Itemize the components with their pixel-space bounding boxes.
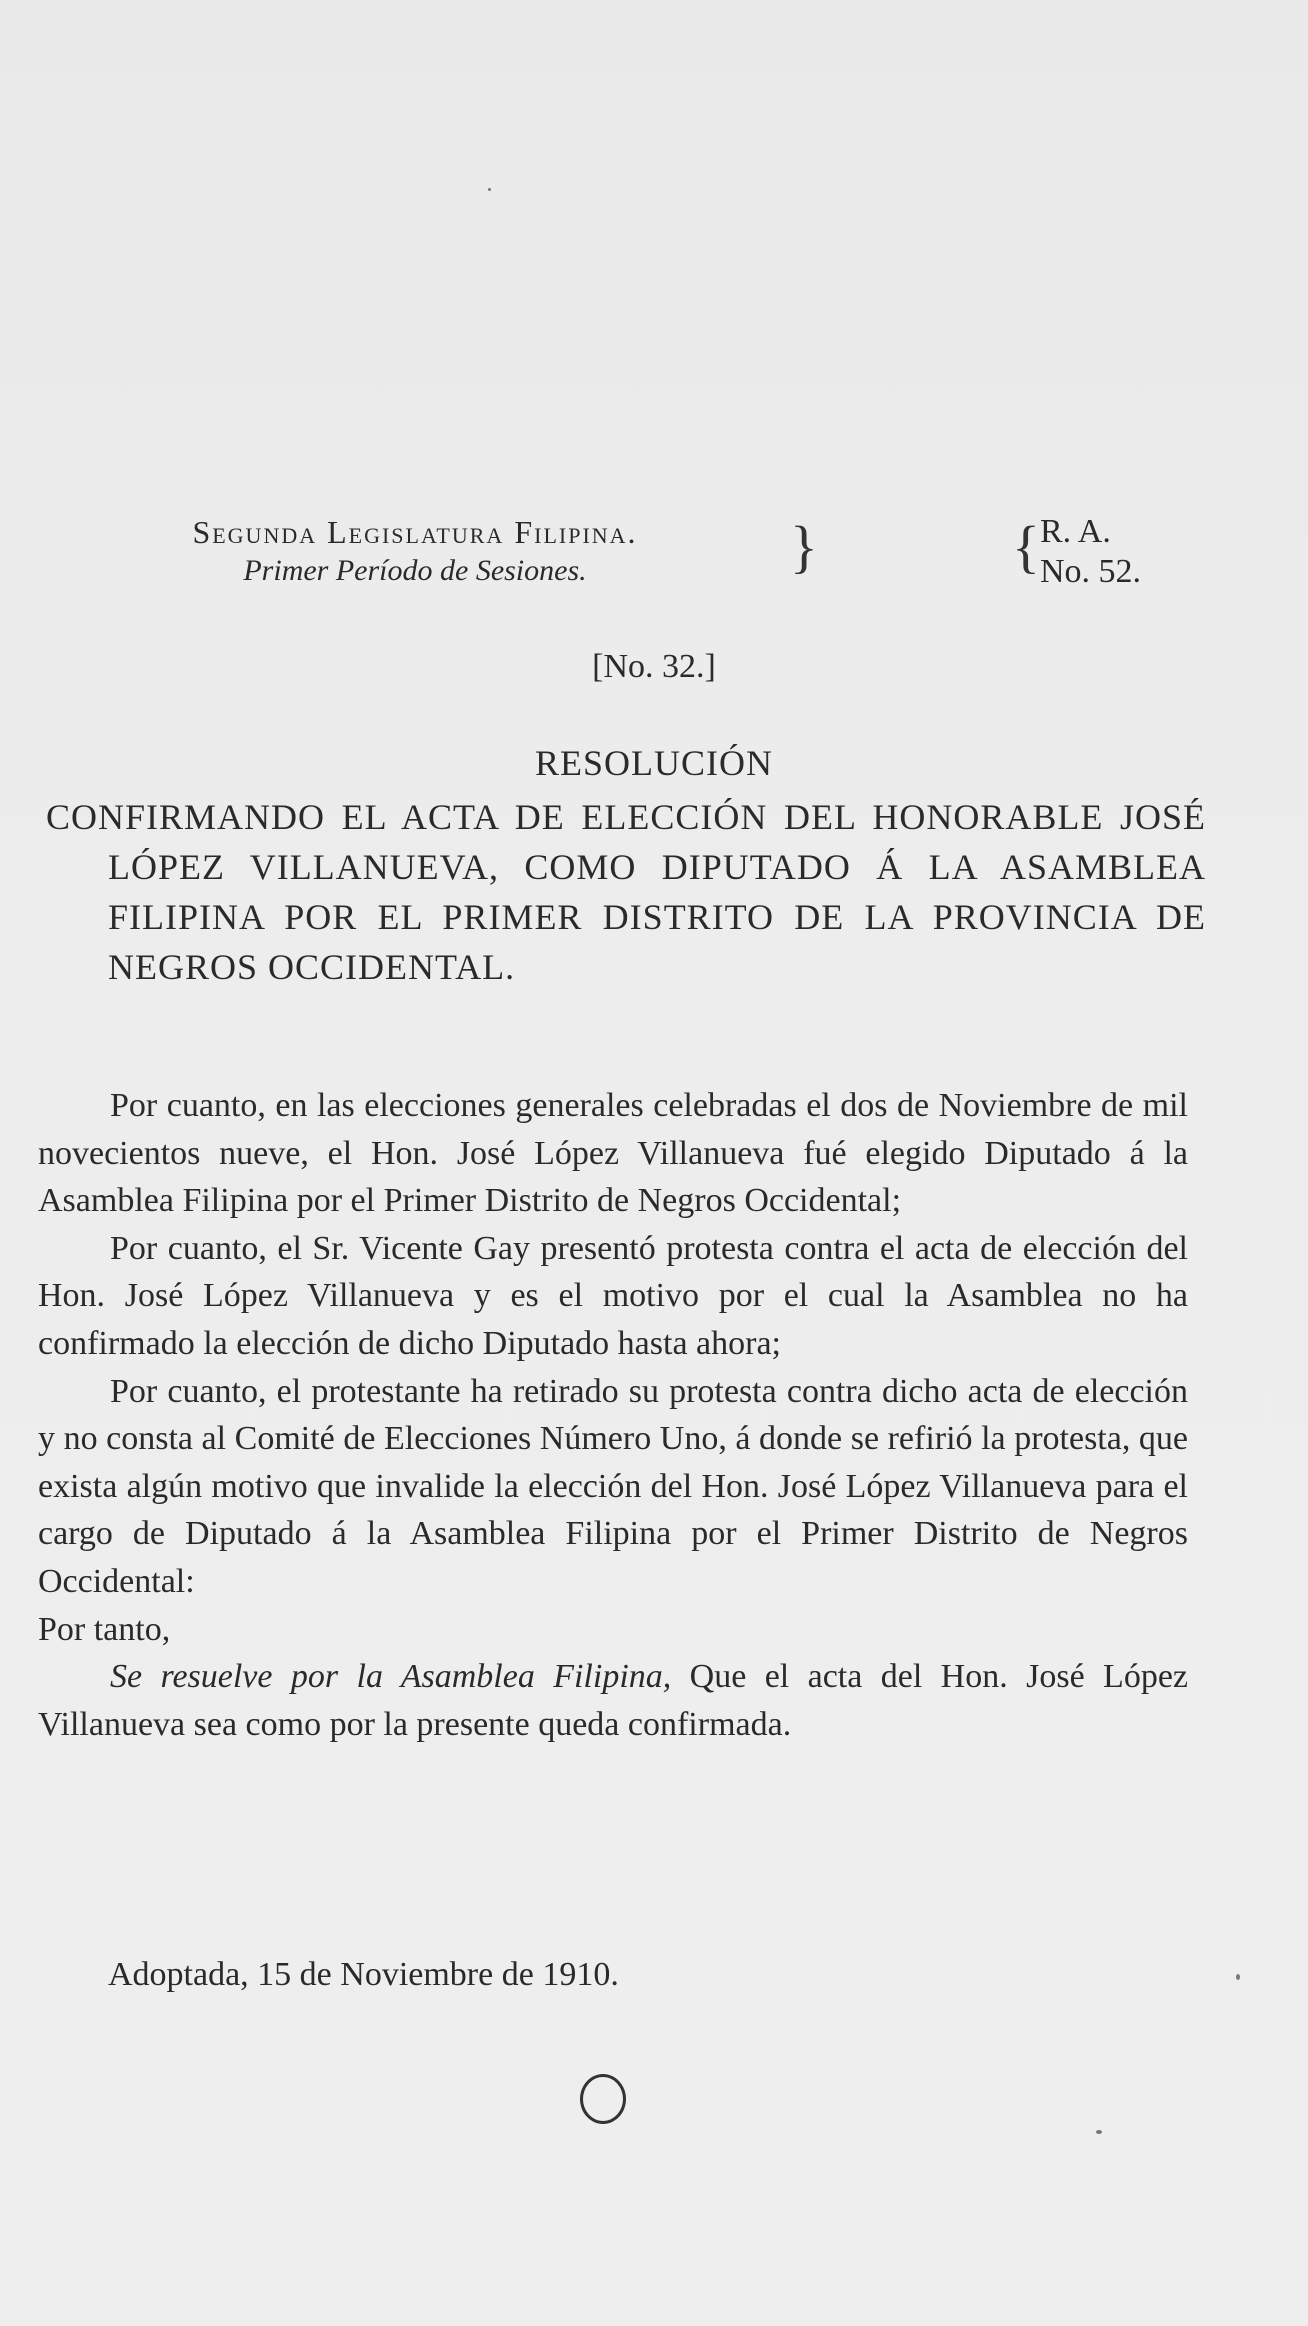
print-speck [1096, 2130, 1102, 2134]
paragraph-whereas-2: Por cuanto, el Sr. Vicente Gay presentó protesta contra el acta de elección del Hon. José López Villanueva y es el motivo por el cual la Asamblea no ha confirmado la elección de dicho Diputado hasta ahora; [38, 1229, 1188, 1362]
resolution-subtitle-text: CONFIRMANDO EL ACTA DE ELECCIÓN DEL HONORABLE JOSÉ LÓPEZ VILLANUEVA, COMO DIPUTADO Á LA ASAMBLEA FILIPINA POR EL PRIMER DISTRITO DE LA PROVINCIA DE NEGROS OCCIDENTAL. [46, 797, 1206, 987]
session-period: Primer Período de Sesiones. [243, 554, 587, 587]
header-reference [1040, 512, 1210, 592]
reference-number: No. 52. [1040, 553, 1142, 590]
circle-ornament-icon [580, 2074, 626, 2124]
adoption-date: Adoptada, 15 de Noviembre de 1910. [108, 1956, 619, 1993]
paragraph-whereas-3: Por cuanto, el protestante ha retirado su protesta contra dicho acta de elección y no consta al Comité de Elecciones Número Uno, á donde se refirió la protesta, que exista algún motivo que invalide la elección del Hon. José López Villanueva para el cargo de Diputado á la Asamblea Filipina por el Primer Distrito de Negros Occidental: [38, 1372, 1188, 1600]
header-left [50, 512, 780, 590]
resolution-title: RESOLUCIÓN [534, 743, 773, 783]
print-speck [1236, 1974, 1240, 1980]
paragraph-therefore: Por tanto, [38, 1610, 171, 1648]
paragraph-resolved [38, 1653, 1188, 1748]
print-speck [488, 188, 491, 191]
resolution-number: [No. 32.] [592, 648, 716, 685]
paragraph-whereas-1: Por cuanto, en las elecciones generales celebradas el dos de Noviembre de mil novecientos nueve, el Hon. José López Villanueva fué elegido Diputado á la Asamblea Filipina por el Primer Distrito de Negros Occidental; [38, 1087, 1188, 1220]
reference-code: R. A. [1040, 513, 1111, 550]
resolved-clause: Se resuelve por la Asamblea Filipina, [110, 1658, 672, 1696]
resolved-text: Que el acta del Hon. José López Villanueva sea como por la presente queda confirmada. [38, 1658, 1188, 1743]
document-header [50, 512, 1210, 602]
brace-right-icon: } [790, 514, 818, 579]
resolution-subtitle [46, 792, 1206, 992]
legislature-name: Segunda Legislatura Filipina. [192, 514, 638, 550]
resolution-body [38, 1082, 1188, 1748]
brace-left-icon: { [1012, 514, 1040, 579]
